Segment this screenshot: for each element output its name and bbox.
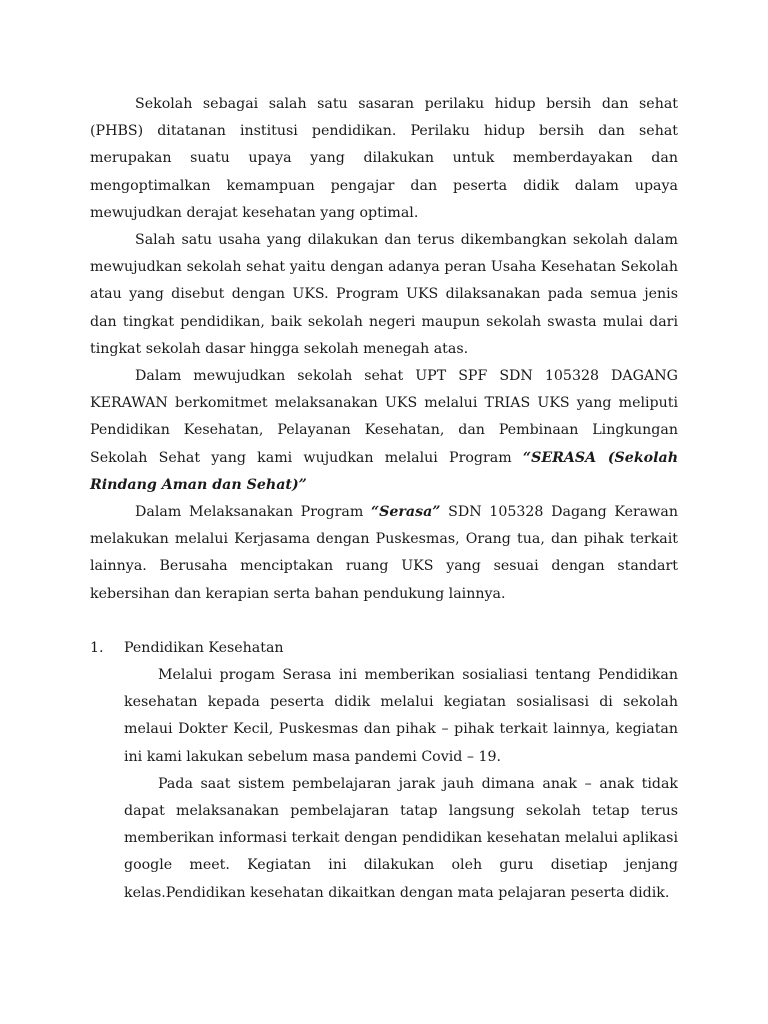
paragraph-serasa-program: [90, 499, 678, 608]
paragraph-trias-uks-text: Dalam mewujudkan sekolah sehat UPT SPF SDN 105328 DAGANG KERAWAN berkomitmet melaksanakan UKS melalui TRIAS UKS yang meliputi Pendidikan Kesehatan, Pelayanan Kesehatan, dan Pembinaan Lingkungan Sekolah Sehat yang kami wujudkan melalui Program: [90, 368, 678, 466]
paragraph-uks: Salah satu usaha yang dilakukan dan terus dikembangkan sekolah dalam mewujudkan sekolah sehat yaitu dengan adanya peran Usaha Kesehatan Sekolah atau yang disebut dengan UKS. Program UKS dilaksanakan pada semua jenis dan tingkat pendidikan, baik sekolah negeri maupun sekolah swasta mulai dari tingkat sekolah dasar hingga sekolah menegah atas.: [90, 232, 678, 357]
list-number: 1.: [90, 639, 104, 656]
paragraph-trias-uks: [90, 363, 678, 499]
serasa-emphasis: “Serasa”: [370, 504, 441, 521]
section-gap: [90, 608, 678, 635]
document-body: [90, 91, 678, 907]
list-paragraph-pembelajaran-jarak-jauh: Pada saat sistem pembelajaran jarak jauh dimana anak – anak tidak dapat melaksanakan pembelajaran tatap langsung sekolah tetap terus memberikan informasi terkait dengan pendidikan kesehatan melalui aplikasi google meet. Kegiatan ini dilakukan oleh guru disetiap jenjang kelas.Pendidikan kesehatan dikaitkan dengan mata pelajaran peserta didik.: [124, 775, 678, 901]
paragraph-serasa-rest: SDN 105328 Dagang Kerawan melakukan melalui Kerjasama dengan Puskesmas, Orang tua, dan pihak terkait lainnya. Berusaha menciptakan ruang UKS yang sesuai dengan standart kebersihan dan kerapian serta bahan pendukung lainnya.: [90, 504, 678, 602]
program-name-emphasis: “SERASA (Sekolah Rindang Aman dan Sehat)”: [90, 449, 679, 493]
list-paragraph-sosialisasi: Melalui progam Serasa ini memberikan sosialiasi tentang Pendidikan kesehatan kepada peserta didik melalui kegiatan sosialisasi di sekolah melaui Dokter Kecil, Puskesmas dan pihak – pihak terkait lainnya, kegiatan ini kami lakukan sebelum masa pandemi Covid – 19.: [124, 667, 678, 765]
list-item-pendidikan-kesehatan: [90, 635, 678, 907]
paragraph-phbs: Sekolah sebagai salah satu sasaran perilaku hidup bersih dan sehat (PHBS) ditatanan institusi pendidikan. Perilaku hidup bersih dan sehat merupakan suatu upaya yang dilakukan untuk memberdayakan dan mengoptimalkan kemampuan pengajar dan peserta didik dalam upaya mewujudkan derajat kesehatan yang optimal.: [90, 96, 678, 221]
paragraph-serasa-start: Dalam Melaksanakan Program: [135, 504, 371, 521]
list-heading: Pendidikan Kesehatan: [124, 639, 284, 656]
